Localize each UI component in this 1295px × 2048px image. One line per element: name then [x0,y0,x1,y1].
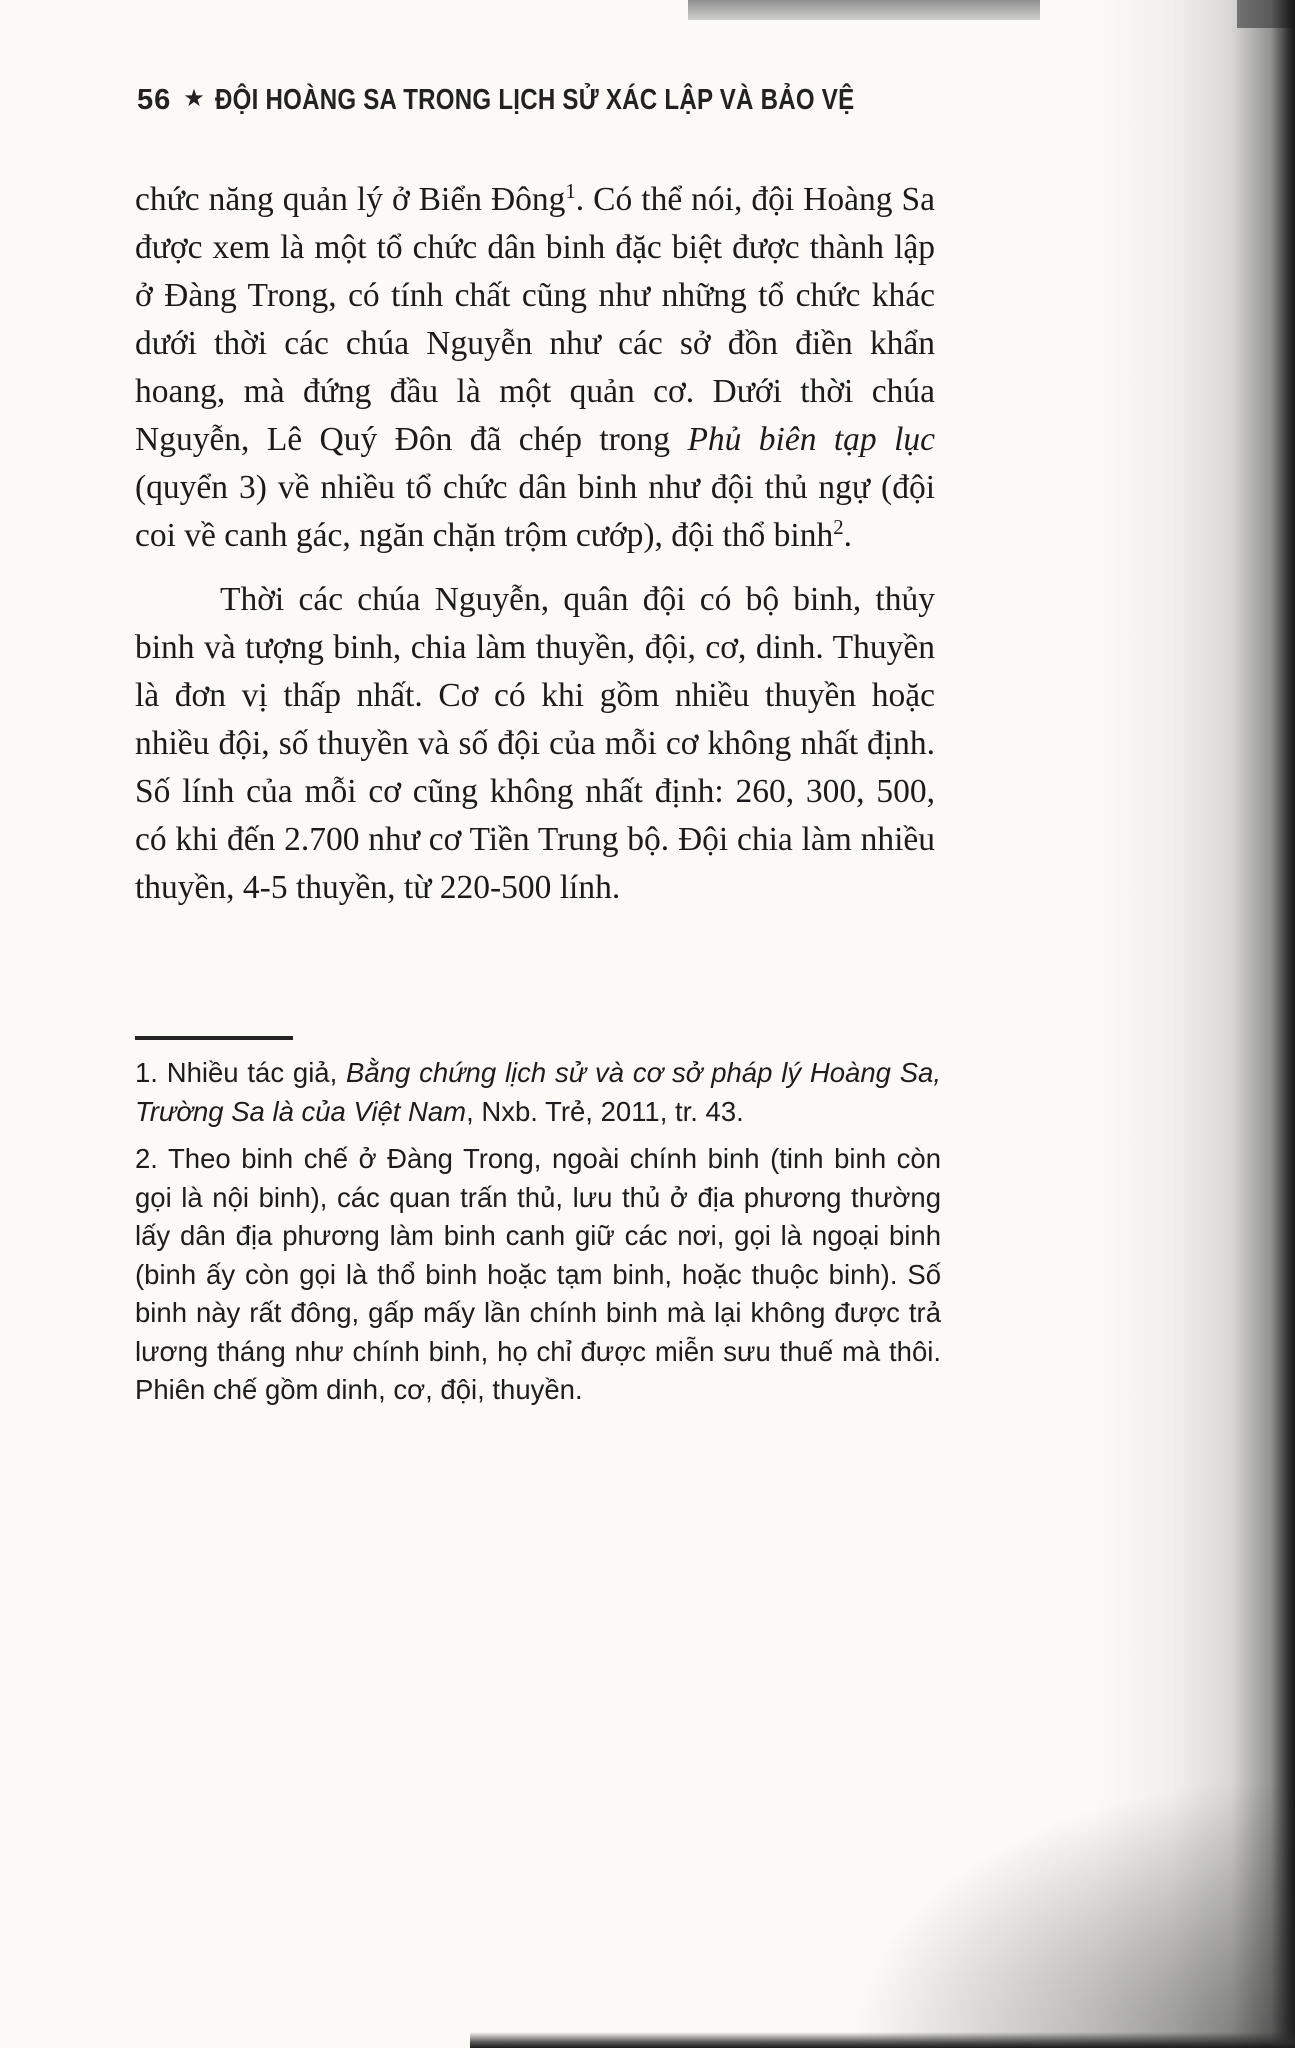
footnotes-section [135,1036,941,1410]
footnote-separator-rule [135,1036,293,1040]
paragraph-1-text: chức năng quản lý ở Biển Đông [135,181,566,218]
paragraph-1-text: (quyển 3) về nhiều tổ chức dân binh như đội thủ ngự (đội coi về canh gác, ngăn chặn trộm cướp), đội thổ binh [135,469,935,554]
scan-artifact-right-edge [1095,0,1295,2048]
paragraph-1-text: . [843,517,852,554]
footnote-1 [135,1054,941,1131]
page-header [137,84,985,117]
scan-artifact-top-right [1237,0,1295,28]
footnote-1-text: , Nxb. Trẻ, 2011, tr. 43. [466,1095,744,1127]
running-title: ĐỘI HOÀNG SA TRONG LỊCH SỬ XÁC LẬP VÀ BẢO VỆ [214,84,855,116]
paragraph-1-text: . Có thể nói, đội Hoàng Sa được xem là một tổ chức dân binh đặc biệt được thành lập ở Đàng Trong, có tính chất cũng như những tổ chức khác dưới thời các chúa Nguyễn như các sở đồn điền khẩn hoang, mà đứng đầu là một quản cơ. Dưới thời chúa Nguyễn, Lê Quý Đôn đã chép trong [135,181,935,458]
paragraph-2: Thời các chúa Nguyễn, quân đội có bộ binh, thủy binh và tượng binh, chia làm thuyền, đội, cơ, dinh. Thuyền là đơn vị thấp nhất. Cơ có khi gồm nhiều thuyền hoặc nhiều đội, số thuyền và số đội của mỗi cơ không nhất định. Số lính của mỗi cơ cũng không nhất định: 260, 300, 500, có khi đến 2.700 như cơ Tiền Trung bộ. Đội chia làm nhiều thuyền, 4-5 thuyền, từ 220-500 lính. [135,581,935,906]
footnote-2: 2. Theo binh chế ở Đàng Trong, ngoài chính binh (tinh binh còn gọi là nội binh), các quan trấn thủ, lưu thủ ở địa phương thường lấy dân địa phương làm binh canh giữ các nơi, gọi là ngoại binh (binh ấy còn gọi là thổ binh hoặc tạm binh, hoặc thuộc binh). Số binh này rất đông, gấp mấy lần chính binh mà lại không được trả lương tháng như chính binh, họ chỉ được miễn sưu thuế mà thôi. Phiên chế gồm dinh, cơ, đội, thuyền. [135,1143,941,1405]
body-text [135,176,935,912]
scan-artifact-top-strip [688,0,1040,20]
cited-work-title-italic: Bằng chứng lịch sử và cơ sở pháp lý Hoàng Sa, Trường Sa là của Việt Nam [135,1057,941,1127]
page-number: 56 [137,84,172,116]
footnote-ref-2: 2 [833,515,844,539]
footnote-ref-1: 1 [565,179,576,203]
scan-artifact-corner-shadow [835,1768,1295,2048]
footnote-1-text: 1. Nhiều tác giả, [135,1057,347,1088]
scan-artifact-bottom-edge [470,2032,1295,2048]
book-title-italic: Phủ biên tạp lục [687,421,935,458]
star-icon: ★ [183,85,205,112]
paragraph-1 [135,176,935,560]
